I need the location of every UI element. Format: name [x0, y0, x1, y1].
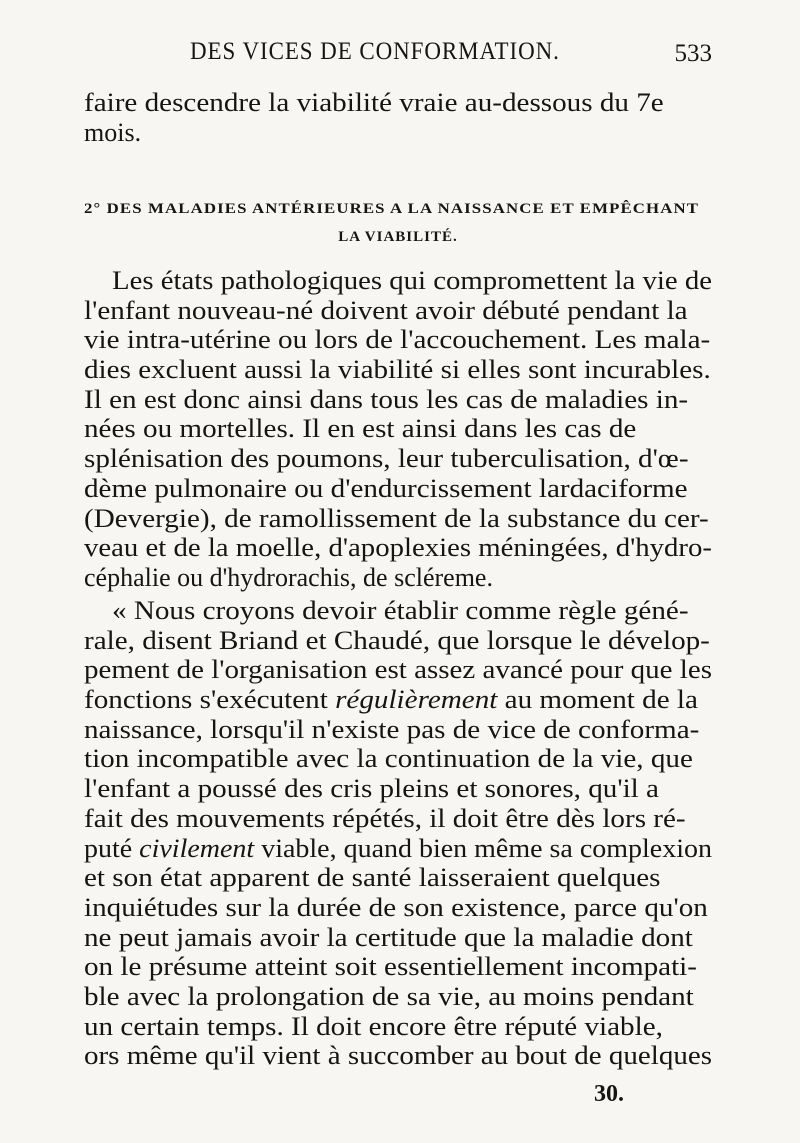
- text-line: « Nous croyons devoir établir comme règle géné-: [112, 596, 689, 625]
- text-run: au moment de la: [497, 685, 698, 715]
- paragraph-continuation: [84, 88, 712, 147]
- text-line: ne peut jamais avoir la certitude que la maladie dont: [84, 922, 693, 952]
- text-line: [84, 834, 712, 864]
- text-line: mois.: [84, 117, 142, 147]
- text-line: Il en est donc ainsi dans tous les cas de maladies in-: [84, 384, 689, 414]
- page-number: 533: [674, 40, 712, 67]
- text-line: naissance, lorsqu'il n'existe pas de vice de conforma-: [84, 714, 700, 744]
- text-line: l'enfant a poussé des cris pleins et sonores, qu'il a: [84, 774, 659, 804]
- italic-emphasis: régulièrement: [335, 685, 498, 715]
- text-line: l'enfant nouveau-né doivent avoir débuté pendant la: [84, 295, 688, 325]
- text-line: dème pulmonaire ou d'endurcissement lardaciforme: [84, 473, 688, 503]
- text-line: inquiétudes sur la durée de son existence, parce qu'on: [84, 892, 708, 922]
- text-line: ors même qu'il vient à succomber au bout de quelques: [84, 1041, 712, 1071]
- text-run: puté: [84, 833, 140, 863]
- italic-emphasis: civilement: [139, 833, 255, 863]
- text-line: dies excluent aussi la viabilité si elles sont incurables.: [84, 355, 711, 385]
- signature-mark: 30.: [594, 1081, 624, 1107]
- text-line: fait des mouvements répétés, il doit être dès lors ré-: [84, 803, 686, 833]
- text-line: ble avec la prolongation de sa vie, au moins pendant: [84, 981, 694, 1011]
- text-line: un certain temps. Il doit encore être réputé viable,: [84, 1011, 663, 1041]
- section-heading-line: LA VIABILITÉ.: [338, 229, 458, 245]
- text-run: viable, quand bien même sa complexion: [254, 833, 712, 863]
- text-line: nées ou mortelles. Il en est ainsi dans les cas de: [84, 414, 637, 444]
- text-line: et son état apparent de santé laisseraient quelques: [84, 863, 661, 893]
- text-line: on le présume atteint soit essentiellement incompati-: [84, 952, 697, 982]
- section-heading: [84, 195, 712, 251]
- text-line: Les états pathologiques qui compromettent la vie de: [112, 266, 712, 295]
- page-header: [84, 38, 712, 72]
- paragraph-pathological-states: [84, 266, 712, 593]
- text-line: pement de l'organisation est assez avancé pour que les: [84, 655, 712, 685]
- running-title: DES VICES DE CONFORMATION.: [190, 38, 560, 65]
- text-line: vie intra-utérine ou lors de l'accouchement. Les mala-: [84, 325, 711, 355]
- section-heading-line: 2° DES MALADIES ANTÉRIEURES A LA NAISSANCE ET EMPÊCHANT: [84, 201, 700, 217]
- text-line: veau et de la moelle, d'apoplexies méningées, d'hydro-: [84, 533, 712, 563]
- text-line: faire descendre la viabilité vraie au-dessous du 7e: [84, 88, 664, 117]
- text-line: rale, disent Briand et Chaudé, que lorsque le dévelop-: [84, 625, 710, 655]
- text-line: (Devergie), de ramollissement de la substance du cer-: [84, 503, 709, 533]
- text-line: tion incompatible avec la continuation de la vie, que: [84, 744, 693, 774]
- paragraph-briand-chaude-quote: [84, 596, 712, 1071]
- text-run: fonctions s'exécutent: [84, 685, 336, 715]
- text-line: céphalie ou d'hydrorachis, de scléreme.: [84, 562, 493, 592]
- text-line: splénisation des poumons, leur tuberculisation, d'œ-: [84, 444, 689, 474]
- text-line: [84, 685, 712, 715]
